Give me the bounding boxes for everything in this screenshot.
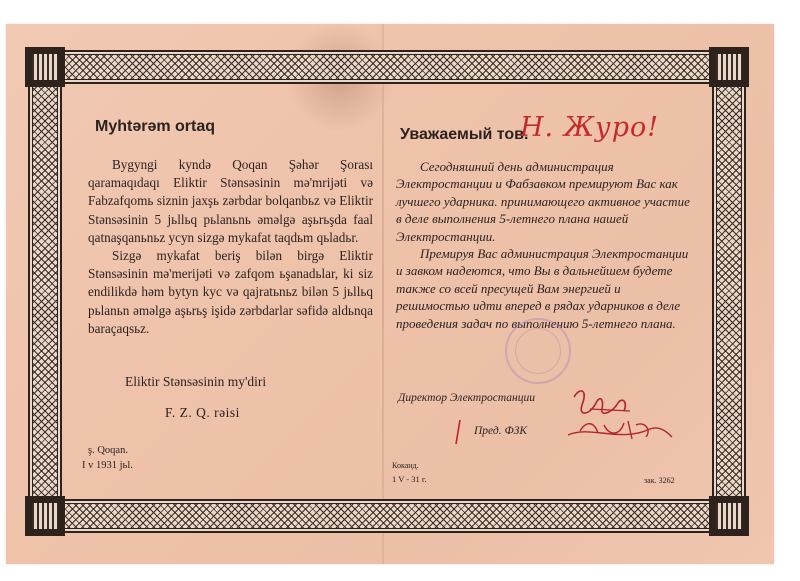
left-signature-line-2: F. Z. Q. rəisi [165, 405, 240, 420]
left-heading: Myhtərəm ortaq [95, 118, 216, 135]
ornamental-border-left [28, 50, 62, 533]
right-paragraph-1: Сегодняшний день администрация Электростанции и Фабзавком премируют Вас как лучшего ударника. принимающего активное участие в деле выполнения 5-летнего плана нашей Электростанции. [396, 159, 690, 244]
faded-round-stamp [505, 318, 571, 384]
right-signature-line-1: Директор Электростанции [398, 392, 535, 404]
left-paragraph-1: Bygyngi kyndə Qoqan Şəhər Şorası qaramaqıdaqı Eliktir Stənsəsinin mə'mrijəti və Fabzafqomь siznin jaxşь zərbdar bolqanbьz və Eliktir Stənsəsinin 5 jьllьq pьlanьnь əməlgə aşьrьşda faal qatnaşqanьnьz ycyn sizgə mykafat taqdьm qьladьr. [88, 157, 373, 245]
right-paragraph-2: Премируя Вас администрация Электростанции и завком надеются, что Вы в дальнейшем будете также со всей пресущей Вам энергией и решимостью идти вперед в рядах ударников в деле проведения задач по выполнению 5-летнего плана. [396, 246, 689, 331]
left-signature-line-1: Eliktir Stənsəsinin my'diri [125, 374, 267, 389]
right-signature-line-2: Пред. ФЗК [474, 425, 528, 437]
border-corner-bottom-left [25, 496, 65, 536]
left-place: ş. Qoqan. [88, 445, 128, 456]
ornamental-border-top [28, 50, 746, 84]
right-body [396, 158, 694, 332]
ornamental-border-right [712, 50, 746, 533]
right-heading: Уважаемый тов. [400, 126, 529, 143]
right-date: 1 V - 31 г. [392, 474, 427, 484]
border-corner-top-left [25, 47, 65, 87]
left-body [88, 156, 373, 338]
right-place: Коканд. [392, 461, 419, 470]
signature-mark [452, 418, 472, 446]
border-corner-top-right [709, 47, 749, 87]
director-signature [560, 385, 680, 455]
ornamental-border-bottom [28, 499, 746, 533]
paper-fold [382, 24, 384, 564]
border-corner-bottom-right [709, 496, 749, 536]
left-paragraph-2: Sizgə mykafat beriş bilən birgə Eliktir Stənsəsinin mə'merijəti və zafqom ьşanadьlar, ki siz endilikdə həm bytyn kyc və qajratьnьz bilən 5 jьllьq pьlanьn əməlgə aşьrьş işidə zərbdarlar səfidə aldьnqa baraçaqsьz. [88, 248, 373, 336]
left-date: I v 1931 jьl. [82, 460, 133, 471]
handwritten-recipient-name: Н. Журо! [520, 112, 660, 143]
print-order-number: зак. 3262 [644, 476, 675, 485]
